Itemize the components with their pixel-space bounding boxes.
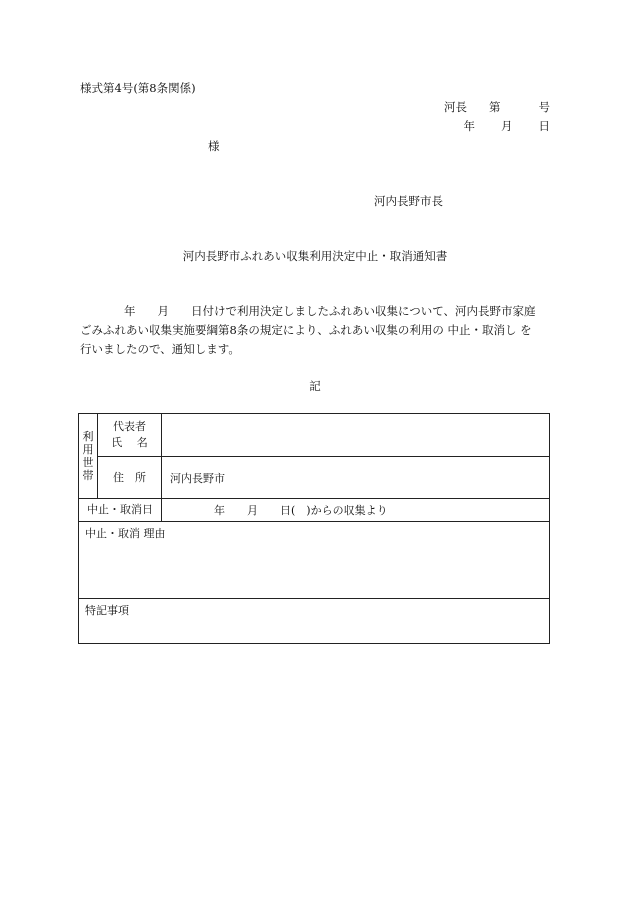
representative-name-cell[interactable]: [162, 414, 550, 457]
address-value[interactable]: 河内長野市: [162, 457, 550, 499]
ki-marker: 記: [309, 379, 321, 393]
document-title: 河内長野市ふれあい収集利用決定中止・取消通知書: [182, 249, 448, 263]
reason-label: 中止・取消 理由: [85, 527, 166, 540]
household-label: 利 用 世 帯: [79, 414, 98, 499]
notes-cell[interactable]: [79, 599, 550, 644]
address-label: 住 所: [98, 457, 162, 499]
document-number: [444, 99, 550, 115]
number-go: 号: [538, 100, 550, 114]
form-number: 様式第4号(第8条関係): [80, 81, 196, 95]
date-year: 年: [463, 119, 475, 133]
addressee-suffix: 様: [208, 139, 220, 153]
number-dai: 第: [489, 100, 501, 114]
stop-date-value[interactable]: 年 月 日( )からの収集より: [162, 499, 550, 522]
stop-date-label: 中止・取消日: [79, 499, 162, 522]
document-date: [464, 118, 551, 134]
body-line-3: 行いましたので、通知します。: [80, 342, 240, 356]
info-table: [78, 413, 550, 644]
issuer: 河内長野市長: [374, 194, 443, 208]
date-day: 日: [538, 119, 550, 133]
body-text: [80, 302, 550, 359]
reason-cell[interactable]: [79, 522, 550, 599]
notes-label: 特記事項: [85, 604, 129, 617]
body-line-2: ごみふれあい収集実施要綱第8条の規定により、ふれあい収集の利用の 中止・取消し を: [80, 323, 532, 337]
number-prefix: 河長: [444, 100, 467, 114]
representative-label: 代表者 氏 名: [98, 414, 162, 457]
body-line-1: 年 月 日付けで利用決定しましたふれあい収集について、河内長野市家庭: [124, 304, 536, 318]
date-month: 月: [501, 119, 513, 133]
